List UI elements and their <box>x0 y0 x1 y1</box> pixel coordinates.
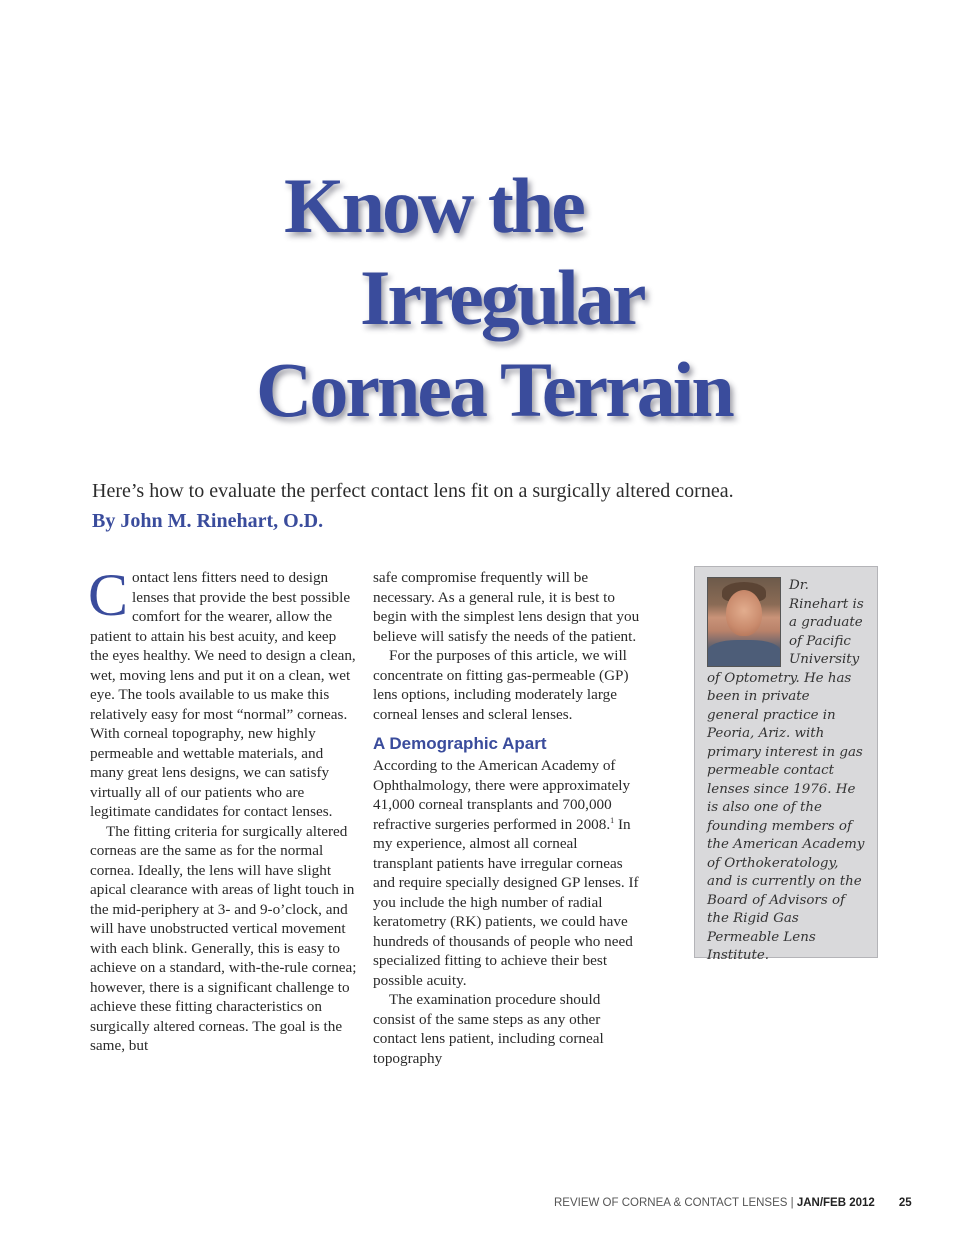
paragraph-text: In my experience, almost all corneal transplant patients have irregular corneas and require specially designed GP lenses. If you include the high number of radial keratometry (RK) patients, we could have hundreds of thousands of people who need specialized fitting to achieve their best possible acuity. <box>373 815 639 989</box>
article-title <box>250 160 890 436</box>
author-bio-box <box>694 566 878 963</box>
body-column-1 <box>88 562 358 1056</box>
paragraph <box>373 756 641 990</box>
title-line-2: Irregular <box>360 254 644 341</box>
article-byline: By John M. Rinehart, O.D. <box>92 510 324 532</box>
paragraph-text: According to the American Academy of Ophthalmology, there were approximately 41,000 corneal transplants and 700,000 refractive surgeries performed in 2008. <box>373 757 631 833</box>
article-deck: Here’s how to evaluate the perfect contact lens fit on a surgically altered cornea. <box>92 480 734 502</box>
author-bio-text: Dr. Rinehart is a graduate of Pacific University of Optometry. He has been in private general practice in Peoria, Ariz. with primary interest in gas permeable contact lenses since 1976. He is also one of the founding members of the American Academy of Orthokeratology, and is currently on the Board of Advisors of the Rigid Gas Permeable Lens Institute. <box>707 578 865 963</box>
paragraph: The fitting criteria for surgically altered corneas are the same as for the normal cornea. Ideally, the lens will have slight apical clearance with areas of light touch in the mid-periphery at 3- and 9-o’clock, and will have unobstructed vertical movement with each blink. Generally, this is easy to achieve on a standard, with-the-rule cornea; however, there is a significant challenge to achieve these fitting characteristics on surgically altered corneas. The goal is the same, but <box>90 822 357 1054</box>
paragraph-text: ontact lens fitters need to design lenses that provide the best possible comfort for the wearer, allow the patient to attain his best acuity, and keep the eyes healthy. We need to design a clean, wet, moving lens and put it on a clean, wet eye. The tools available to us make this relatively easy for most “normal” corneas. With corneal topography, new highly permeable and wettable materials, and many great lens designs, we can satisfy virtually all of our patients who are legitimate candidates for contact lenses. <box>90 569 356 820</box>
body-column-2 <box>373 568 641 1068</box>
section-heading: A Demographic Apart <box>373 734 547 753</box>
page-number: 25 <box>898 1197 912 1209</box>
author-photo <box>707 577 781 667</box>
paragraph: safe compromise frequently will be necessary. As a general rule, it is best to begin with the simplest lens design that you believe will satisfy the needs of the patient. <box>373 569 640 645</box>
title-line-3: Cornea Terrain <box>256 346 732 433</box>
drop-cap: C <box>88 562 129 628</box>
issue-date: JAN/FEB 2012 <box>796 1197 875 1209</box>
paragraph <box>88 562 358 822</box>
publication-name: REVIEW OF CORNEA & CONTACT LENSES | <box>554 1197 797 1209</box>
title-line-1: Know the <box>284 162 583 249</box>
paragraph: The examination procedure should consist of the same steps as any other contact lens patient, including corneal topography <box>373 991 604 1067</box>
page-footer <box>554 1197 912 1209</box>
paragraph: For the purposes of this article, we will concentrate on fitting gas-permeable (GP) lens options, including moderately large corneal lenses and scleral lenses. <box>373 647 629 723</box>
reference-number: 1 <box>610 815 615 825</box>
